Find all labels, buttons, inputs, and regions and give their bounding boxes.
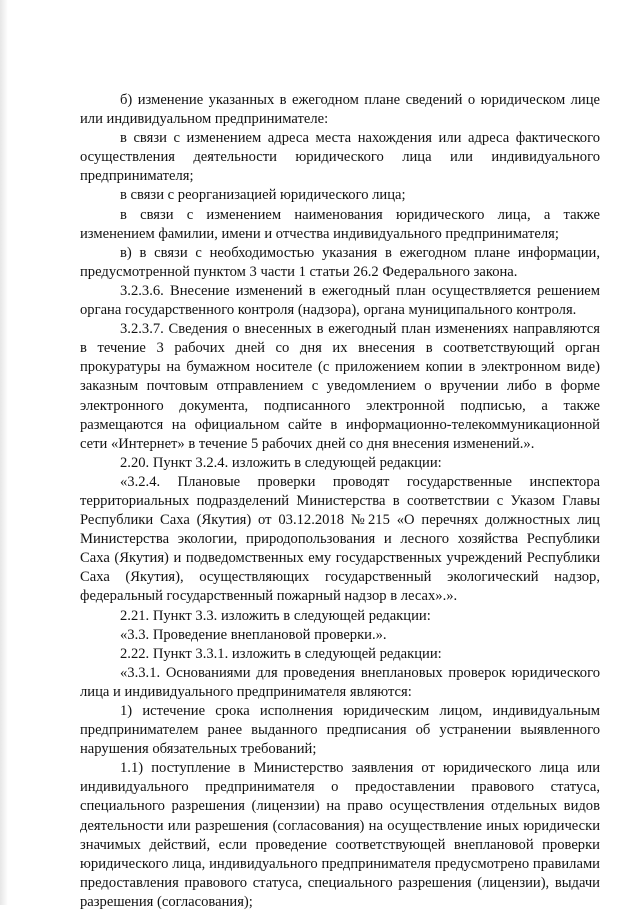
paragraph-item-1-1: 1.1) поступление в Министерство заявления от юридического лица или индивидуального предпринимателя о предоставлении правового статуса, специального разрешения (лицензии) на право осуществления отдельных видов деятельности или разрешения (согласования) на осуществление иных юридически значимых действий, если проведение соответствующей внеплановой проверки юридического лица, индивидуального предпринимателя предусмотрено правилами предоставления правового статуса, специального разрешения (лицензии), выдачи разрешения (согласования);: [80, 760, 600, 910]
paragraph-2-22: 2.22. Пункт 3.3.1. изложить в следующей редакции:: [120, 645, 442, 662]
paragraph-3-2-3-6: 3.2.3.6. Внесение изменений в ежегодный план осуществляется решением органа государственного контроля (надзора), органа муниципального контроля.: [80, 282, 600, 319]
paragraph-3-3: «3.3. Проведение внеплановой проверки.».: [120, 626, 387, 643]
paragraph-2-21: 2.21. Пункт 3.3. изложить в следующей редакции:: [120, 607, 431, 624]
paragraph-address-change: в связи с изменением адреса места нахождения или адреса фактического осуществления деятельности юридического лица или индивидуального предпринимателя;: [80, 130, 600, 185]
page-edge-shadow: [0, 0, 8, 905]
paragraph-item-1: 1) истечение срока исполнения юридическим лицом, индивидуальным предпринимателем ранее выданного предписания об устранении выявленного нарушения обязательных требований;: [80, 703, 600, 758]
paragraph-6v: в) в связи с необходимостью указания в ежегодном плане информации, предусмотренной пунктом 3 части 1 статьи 26.2 Федерального закона.: [80, 244, 600, 280]
paragraph-reorganization: в связи с реорганизацией юридического лица;: [120, 187, 406, 204]
paragraph-name-change: в связи с изменением наименования юридического лица, а также изменением фамилии, имени и отчества индивидуального предпринимателя;: [80, 206, 600, 242]
paragraph-3-2-3-7: 3.2.3.7. Сведения о внесенных в ежегодный план изменениях направляются в течение 3 рабочих дней со дня их внесения в соответствующий орган прокуратуры на бумажном носителе (с приложением копии в электронном виде) заказным почтовым отправлением с уведомлением о вручении либо в форме электронного документа, подписанного электронной подписью, а также размещаются на официальном сайте в информационно-телекоммуникационной сети «Интернет» в течение 5 рабочих дней со дня внесения изменений.».: [80, 321, 600, 452]
document-body: [80, 91, 600, 912]
paragraph-3-3-1: «3.3.1. Основаниями для проведения внеплановых проверок юридического лица и индивидуального предпринимателя являются:: [80, 664, 600, 700]
paragraph-2-20: 2.20. Пункт 3.2.4. изложить в следующей редакции:: [120, 454, 442, 471]
paragraph-6b: б) изменение указанных в ежегодном плане сведений о юридическом лице или индивидуальном предпринимателе:: [80, 92, 600, 128]
paragraph-3-2-4: «3.2.4. Плановые проверки проводят государственные инспектора территориальных подразделений Министерства в соответствии с Указом Главы Республики Саха (Якутия) от 03.12.2018 №215 «О перечнях должностных лиц Министерства экологии, природопользования и лесного хозяйства Республики Саха (Якутия) и подведомственных ему государственных учреждений Республики Саха (Якутия), осуществляющих государственный экологический надзор, федеральный государственный пожарный надзор в лесах».».: [80, 473, 600, 605]
